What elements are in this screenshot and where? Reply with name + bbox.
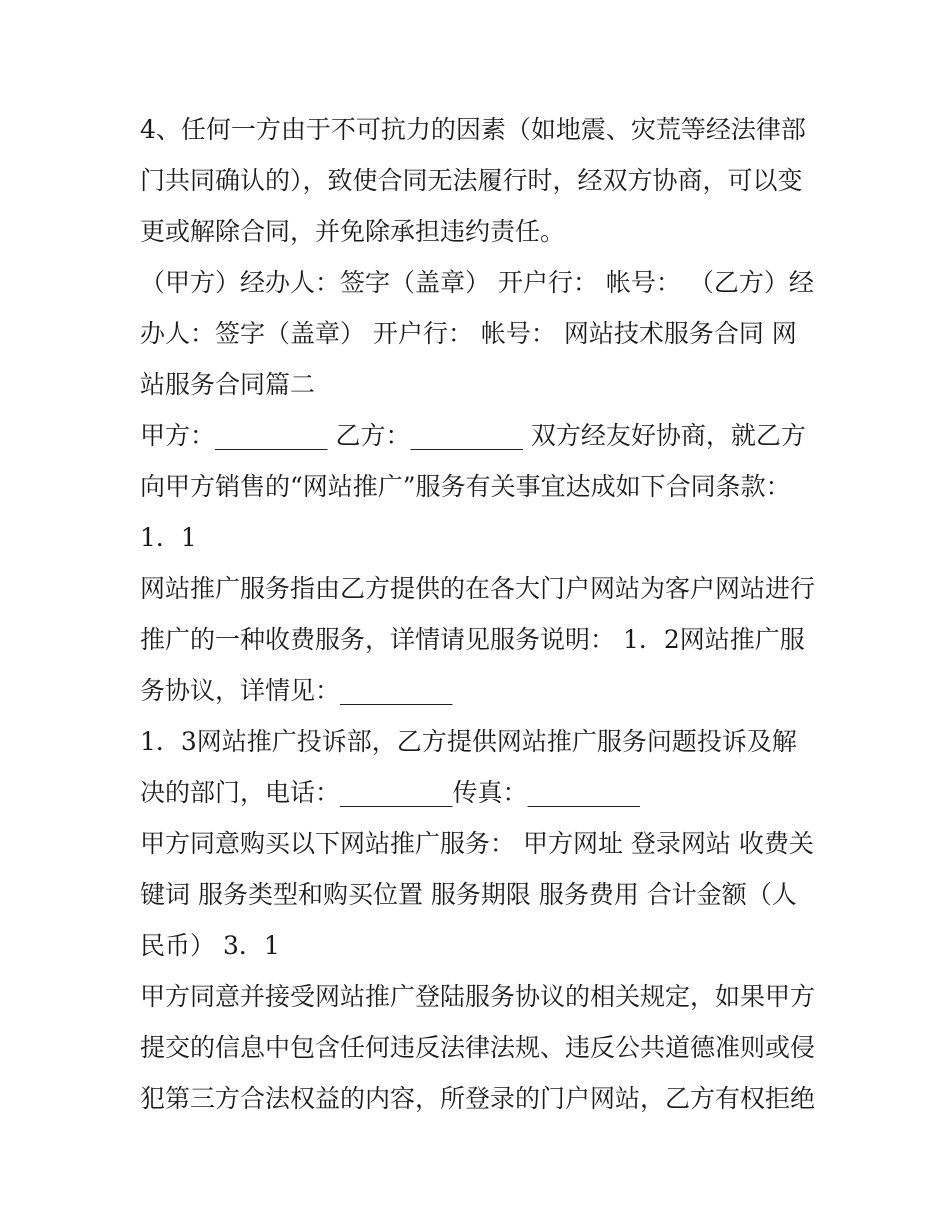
- text-line: 甲方同意购买以下网站推广服务： 甲方网址 登录网站 收费关: [140, 829, 814, 858]
- text-line: 决的部门，电话：_________传真：_________: [140, 778, 641, 807]
- contract-text: [140, 104, 820, 1124]
- text-line: 站服务合同篇二: [140, 370, 316, 399]
- text-line: （甲方）经办人：签字（盖章） 开户行： 帐号： （乙方）经: [140, 268, 814, 297]
- text-line: 民币） 3．1: [140, 931, 280, 960]
- text-line: 提交的信息中包含任何违反法律法规、违反公共道德准则或侵: [140, 1033, 816, 1062]
- text-line: 网站推广服务指由乙方提供的在各大门户网站为客户网站进行: [140, 574, 816, 603]
- text-line: 推广的一种收费服务，详情请见服务说明： 1．2网站推广服: [140, 625, 805, 654]
- text-line: 门共同确认的），致使合同无法履行时，经双方协商，可以变: [140, 166, 803, 195]
- text-line: 务协议，详情见：_________: [140, 676, 453, 705]
- text-line: 更或解除合同，并免除承担违约责任。: [140, 217, 566, 246]
- text-line: 甲方：_________ 乙方：_________ 双方经友好协商，就乙方: [140, 421, 806, 450]
- text-line: 办人：签字（盖章） 开户行： 帐号： 网站技术服务合同 网: [140, 319, 797, 348]
- text-line: 向甲方销售的“网站推广”服务有关事宜达成如下合同条款：: [140, 472, 791, 501]
- text-line: 4、任何一方由于不可抗力的因素（如地震、灾荒等经法律部: [140, 115, 806, 144]
- text-line: 1．1: [140, 523, 197, 552]
- text-line: 键词 服务类型和购买位置 服务期限 服务费用 合计金额（人: [140, 880, 797, 909]
- text-line: 犯第三方合法权益的内容，所登录的门户网站，乙方有权拒绝: [140, 1084, 816, 1113]
- text-line: 1．3网站推广投诉部，乙方提供网站推广服务问题投诉及解: [140, 727, 797, 756]
- text-line: 甲方同意并接受网站推广登陆服务协议的相关规定，如果甲方: [140, 982, 816, 1011]
